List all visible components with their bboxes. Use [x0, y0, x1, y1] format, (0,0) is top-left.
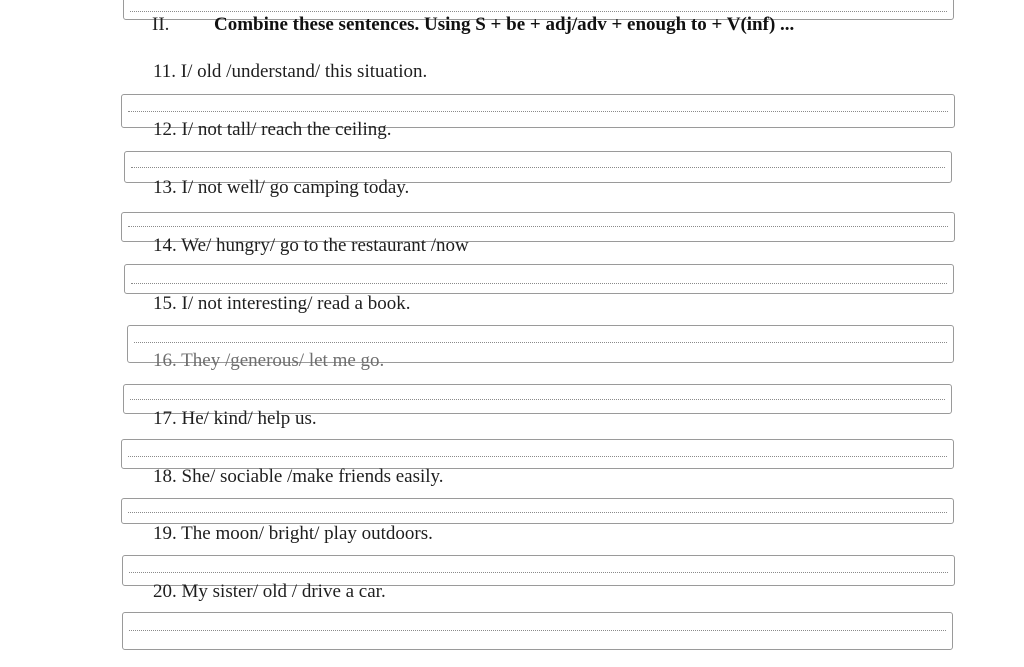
exercise-item-11: 11. I/ old /understand/ this situation.	[153, 61, 428, 82]
section-number: II.	[152, 14, 170, 35]
exercise-item-18: 18. She/ sociable /make friends easily.	[153, 466, 444, 487]
answer-box-14[interactable]	[124, 264, 954, 294]
section-heading	[152, 14, 794, 36]
exercise-item-16: 16. They /generous/ let me go.	[153, 350, 385, 371]
exercise-item-19: 19. The moon/ bright/ play outdoors.	[153, 523, 433, 544]
answer-box-18[interactable]	[121, 498, 954, 524]
answer-box-20[interactable]	[122, 612, 953, 650]
exercise-item-13: 13. I/ not well/ go camping today.	[153, 177, 410, 198]
exercise-item-17: 17. He/ kind/ help us.	[153, 408, 317, 429]
answer-box-17[interactable]	[121, 439, 954, 469]
exercise-item-20: 20. My sister/ old / drive a car.	[153, 581, 386, 602]
exercise-item-14: 14. We/ hungry/ go to the restaurant /now	[153, 235, 469, 256]
section-title: Combine these sentences. Using S + be + adj/adv + enough to + V(inf) ...	[214, 14, 795, 35]
exercise-item-12: 12. I/ not tall/ reach the ceiling.	[153, 119, 392, 140]
exercise-item-15: 15. I/ not interesting/ read a book.	[153, 293, 411, 314]
